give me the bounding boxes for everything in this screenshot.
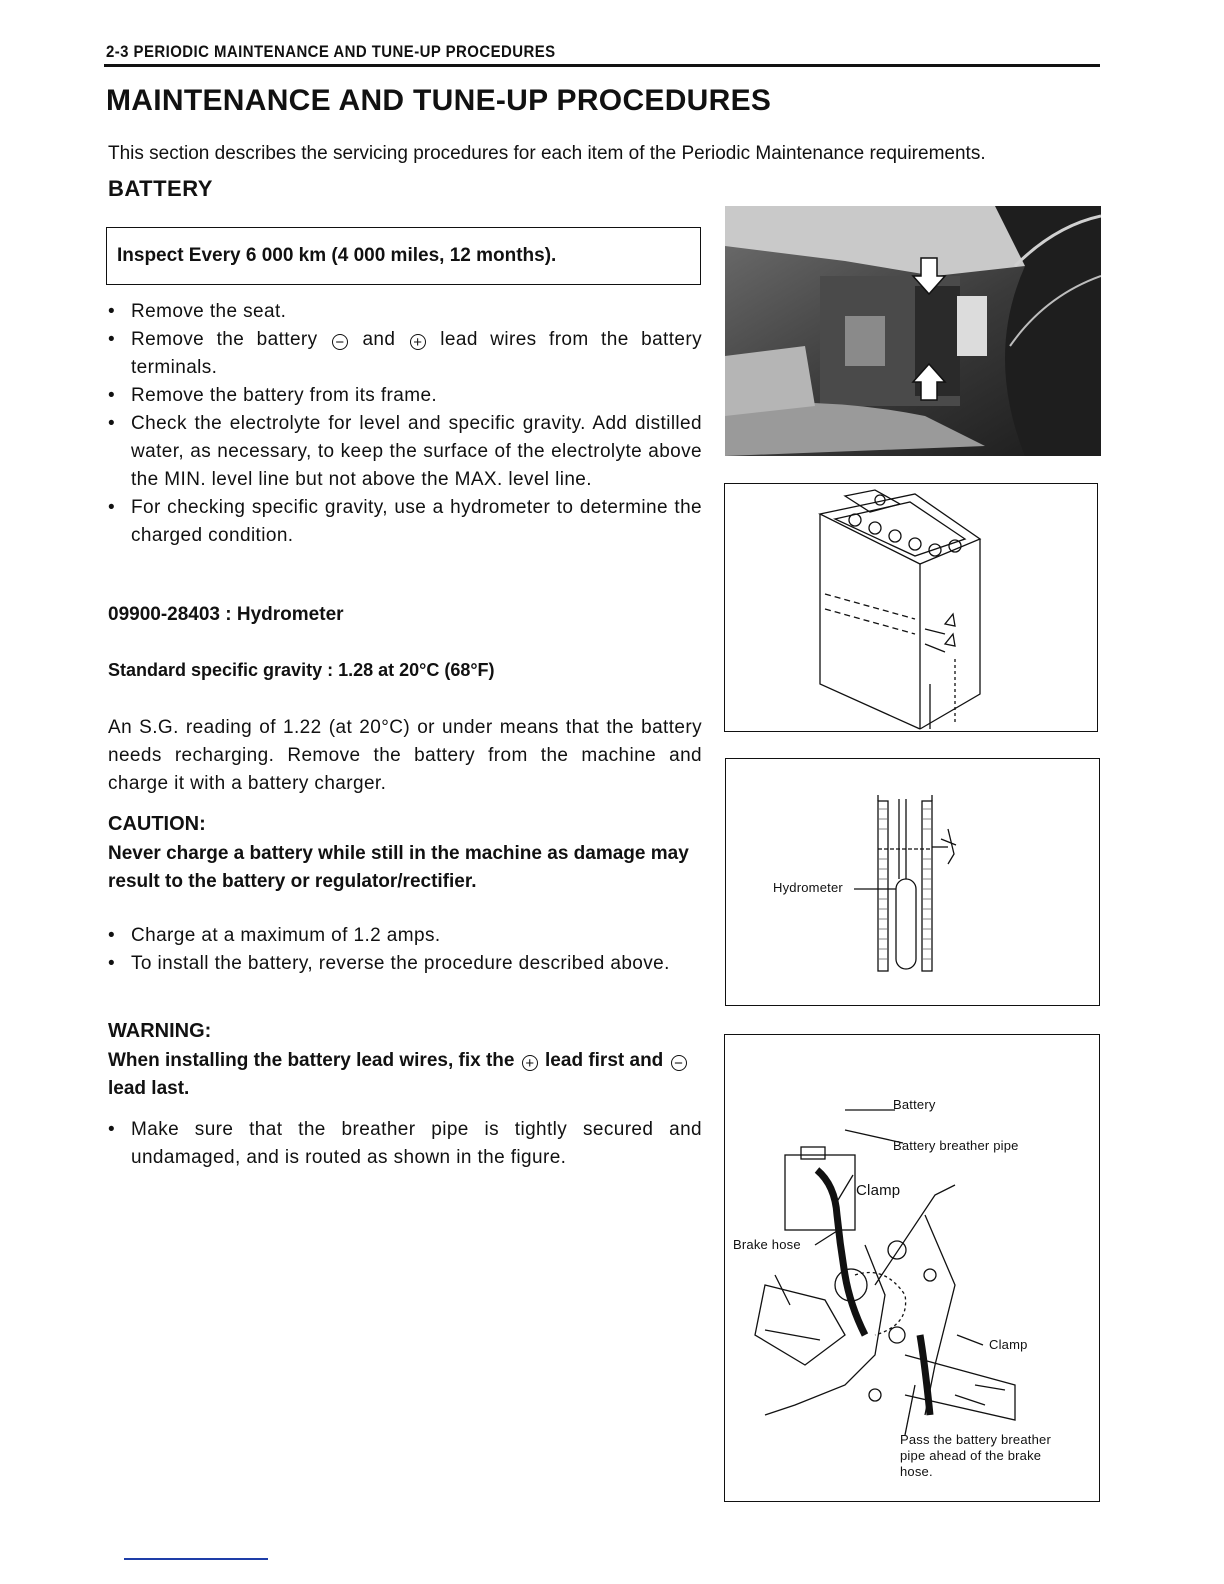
- section-heading: BATTERY: [108, 176, 213, 201]
- breather-pipe-routing-diagram: [724, 1034, 1100, 1502]
- clamp-label-upper: Clamp: [856, 1182, 901, 1199]
- page-title: MAINTENANCE AND TUNE-UP PROCEDURES: [106, 84, 772, 117]
- step-item: • For checking specific gravity, use a hydrometer to determine the charged condition.: [108, 494, 702, 550]
- hydrometer-diagram: [725, 758, 1100, 1006]
- step-text: and: [362, 329, 396, 350]
- running-header-text: 2-3 PERIODIC MAINTENANCE AND TUNE-UP PROCEDURES: [106, 42, 556, 61]
- routing-note-line2: pipe ahead of the brake: [900, 1448, 1042, 1463]
- step-item: • To install the battery, reverse the procedure described above.: [108, 950, 702, 978]
- procedure-steps-3: [108, 1116, 702, 1172]
- inspection-interval-box: [106, 227, 701, 285]
- step-item: • Make sure that the breather pipe is tightly secured and undamaged, and is routed as shown in the figure.: [108, 1116, 702, 1172]
- step-item: • Charge at a maximum of 1.2 amps.: [108, 922, 702, 950]
- plus-terminal-icon: +: [522, 1055, 538, 1071]
- routing-note-line1: Pass the battery breather: [900, 1432, 1051, 1447]
- step-item: [108, 326, 702, 382]
- warning-text-part: lead last.: [108, 1078, 190, 1099]
- step-item: • Remove the battery from its frame.: [108, 382, 702, 410]
- minus-terminal-icon: −: [332, 334, 348, 350]
- specification-line: Standard specific gravity : 1.28 at 20°C (68°F): [108, 660, 495, 680]
- step-text: Remove the battery: [131, 329, 318, 350]
- warning-text-part: When installing the battery lead wires, fix the: [108, 1050, 515, 1071]
- breather-pipe-label: Battery breather pipe: [893, 1138, 1019, 1153]
- header-rule: [104, 64, 1100, 67]
- battery-photo-drawing: [725, 206, 1101, 456]
- minus-terminal-icon: −: [671, 1055, 687, 1071]
- step-item: • Check the electrolyte for level and specific gravity. Add distilled water, as necessary, to keep the surface of the electrolyte above the MIN. level line but not above the MAX. level line.: [108, 410, 702, 494]
- caution-text: Never charge a battery while still in the machine as damage may result to the battery or regulator/rectifier.: [108, 843, 689, 892]
- battery-diagram: [724, 483, 1098, 732]
- footer-line: [124, 1558, 268, 1560]
- step-item: • Remove the seat.: [108, 298, 702, 326]
- caution-heading: CAUTION:: [108, 813, 206, 835]
- special-tool-line: 09900-28403 : Hydrometer: [108, 604, 344, 625]
- step-text: lead wires from the battery terminals.: [131, 329, 702, 378]
- battery-drawing: [725, 484, 1096, 730]
- procedure-steps: [108, 298, 702, 550]
- reading-note: An S.G. reading of 1.22 (at 20°C) or under means that the battery needs recharging. Remove the battery from the machine and charge it with a battery charger.: [108, 717, 702, 794]
- intro-paragraph: This section describes the servicing procedures for each item of the Periodic Maintenance requirements.: [108, 143, 986, 164]
- warning-heading: WARNING:: [108, 1020, 212, 1042]
- hydrometer-label: Hydrometer: [773, 880, 843, 895]
- battery-location-photo: [725, 206, 1101, 456]
- warning-text-part: lead first and: [545, 1050, 664, 1071]
- warning-text: [108, 1047, 702, 1103]
- routing-note-line3: hose.: [900, 1464, 933, 1479]
- brake-hose-label: Brake hose: [733, 1237, 801, 1252]
- running-header: [106, 42, 1100, 66]
- battery-label: Battery: [893, 1097, 936, 1112]
- clamp-label-lower: Clamp: [989, 1337, 1028, 1352]
- procedure-steps-2: [108, 922, 702, 978]
- plus-terminal-icon: +: [410, 334, 426, 350]
- inspection-interval-text: Inspect Every 6 000 km (4 000 miles, 12 months).: [117, 245, 557, 266]
